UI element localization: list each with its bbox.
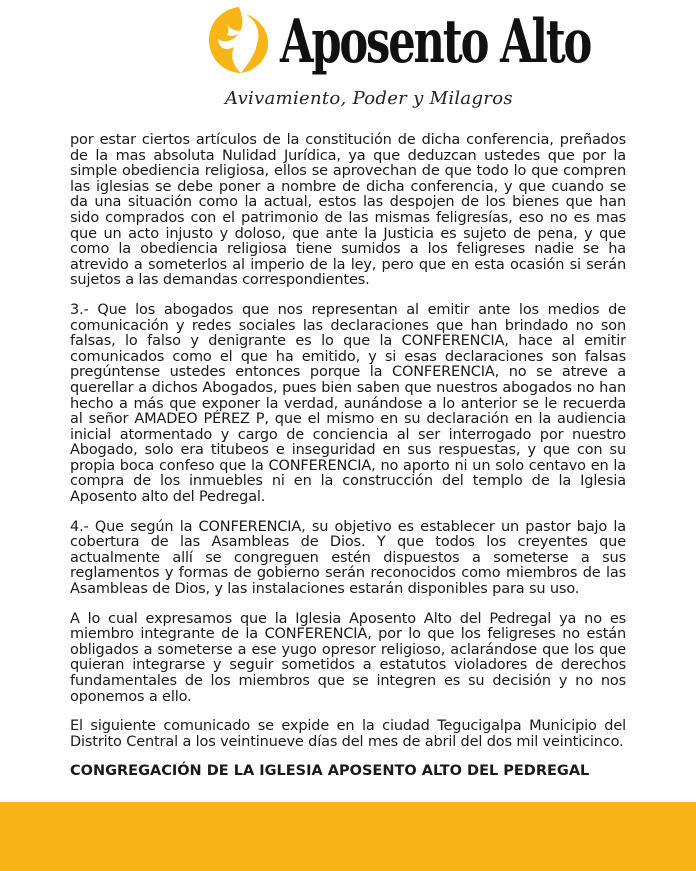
paragraph: por estar ciertos artículos de la constitución de dicha conferencia, preñados de la mas absoluta Nulidad Jurídica, ya que deduzcan ustedes que por la simple obediencia religiosa, ellos se aprovechan de que todo lo que compren las iglesias se debe poner a nombre de dicha conferencia, y que cuando se da una situación como la actual, estos las despojen de los bienes que han sido comprados con el patrimonio de las mismas feligresías, eso no es mas que un acto injusto y doloso, que ante la Justicia es sujeto de pena, y que como la obediencia religiosa tiene sumidos a los feligreses nadie se ha atrevido a someterlos al imperio de la ley, pero que en esta ocasión si serán sujetos a las demandas correspondientes. [70, 132, 626, 289]
brand-title: Aposento Alto [280, 7, 591, 77]
paragraph: A lo cual expresamos que la Iglesia Aposento Alto del Pedregal ya no es miembro integrante de la CONFERENCIA, por lo que los feligreses no están obligados a someterse a ese yugo opresor religioso, aclarándose que los que quieran integrarse y seguir sometidos a estatutos violadores de derechos fundamentales de los miembros que se integren es su decisión y no nos oponemos a ello. [70, 610, 626, 705]
signature: CONGREGACIÓN DE LA IGLESIA APOSENTO ALTO DEL PEDREGAL [70, 763, 590, 780]
header [0, 0, 696, 132]
paragraph: 3.- Que los abogados que nos representan al emitir ante los medios de comunicación y redes sociales las declaraciones que han brindado no son falsas, lo falso y denigrante es lo que la CONFERENCIA, hace al emitir comunicados como el que ha emitido, y si esas declaraciones son falsas pregúntense ustedes entonces porque la CONFERENCIA, no se atreve a querellar a dichos Abogados, pues bien saben que nuestros abogados no han hecho a más que exponer la verdad, aunándose a lo anterior se le recuerda al señor AMADEO PÉREZ P, que el mismo en su declaración en la audiencia inicial atormentado y cargo de conciencia al ser interrogado por nuestro Abogado, solo era titubeos e inseguridad en sus respuestas, y que con su propia boca confeso que la CONFERENCIA, no aporto ni un solo centavo en la compra de los inmuebles ni en la construcción del templo de la Iglesia Aposento alto del Pedregal. [70, 301, 626, 506]
footer-bar [0, 802, 696, 871]
brand-tagline: Avivamiento, Poder y Milagros [225, 88, 513, 109]
document-body [70, 133, 626, 780]
paragraph: El siguiente comunicado se expide en la ciudad Tegucigalpa Municipio del Distrito Central a los veintinueve días del mes de abril del dos mil veinticinco. [70, 718, 626, 750]
dove-flame-icon [203, 4, 275, 76]
paragraph: 4.- Que según la CONFERENCIA, su objetivo es establecer un pastor bajo la cobertura de las Asambleas de Dios. Y que todos los creyentes que actualmente allí se congreguen estén dispuestos a someterse a sus reglamentos y formas de gobierno serán reconocidos como miembros de las Asambleas de Dios, y las instalaciones estarán disponibles para su uso. [70, 518, 626, 598]
